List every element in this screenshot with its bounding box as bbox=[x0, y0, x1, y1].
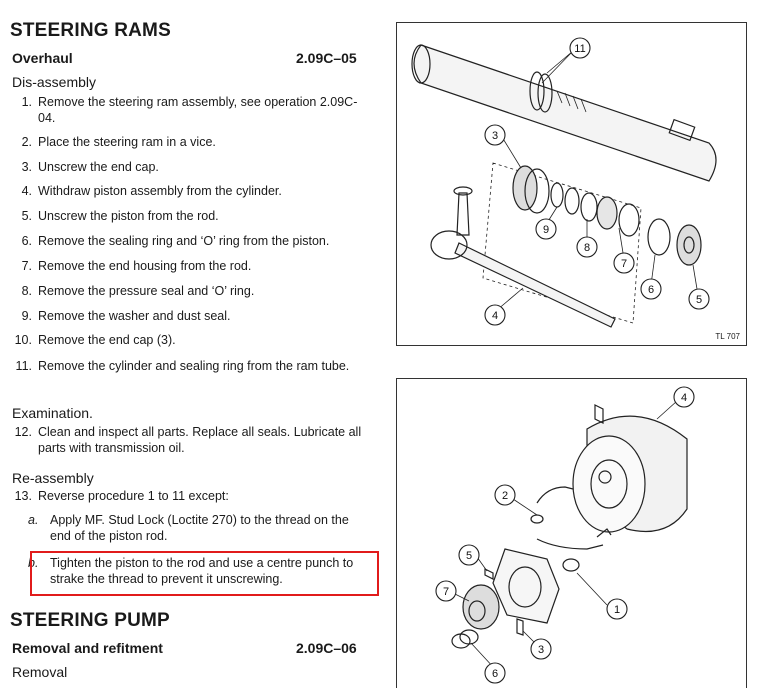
examination-heading: Examination. bbox=[12, 405, 93, 421]
figure-code: TL 707 bbox=[715, 332, 740, 341]
step-number: 12. bbox=[14, 425, 32, 439]
step-text: Remove the sealing ring and ‘O’ ring from the piston. bbox=[38, 234, 330, 248]
callout-bottom-2: 2 bbox=[501, 490, 509, 502]
callout-bottom-7: 7 bbox=[442, 586, 450, 598]
step-text: Withdraw piston assembly from the cylinder. bbox=[38, 184, 282, 198]
figure-steering-pump-exploded bbox=[396, 378, 747, 688]
step-text: Unscrew the piston from the rod. bbox=[38, 209, 219, 223]
removal-heading: Removal bbox=[12, 664, 68, 680]
step-text: Remove the pressure seal and ‘O’ ring. bbox=[38, 284, 255, 298]
callout-top-7: 7 bbox=[620, 258, 628, 270]
step-number: 1. bbox=[21, 95, 32, 109]
callout-bottom-4: 4 bbox=[680, 392, 688, 404]
callout-top-4: 4 bbox=[491, 310, 499, 322]
step-text: Remove the end housing from the rod. bbox=[38, 259, 252, 273]
steering-pump-title: STEERING PUMP bbox=[10, 610, 170, 631]
callout-bottom-1: 1 bbox=[613, 604, 621, 616]
step-number: b. bbox=[28, 556, 39, 570]
step-number: 3. bbox=[21, 160, 32, 174]
step-text: Tighten the piston to the rod and use a centre punch to strake the thread to prevent it unscrewing. bbox=[50, 556, 354, 586]
step-text: Unscrew the end cap. bbox=[38, 160, 159, 174]
callout-bottom-3: 3 bbox=[537, 644, 545, 656]
steering-rams-title: STEERING RAMS bbox=[10, 20, 171, 41]
callout-top-11: 11 bbox=[574, 43, 586, 55]
overhaul-heading: Overhaul bbox=[12, 50, 73, 66]
highlight-box bbox=[30, 551, 379, 596]
removal-refitment-code: 2.09C–06 bbox=[296, 640, 357, 656]
step-number: 10. bbox=[14, 333, 32, 347]
step-number: 11. bbox=[15, 359, 32, 373]
callout-top-9: 9 bbox=[542, 224, 550, 236]
step-number: 4. bbox=[21, 184, 32, 198]
procedure-step bbox=[10, 95, 370, 127]
procedure-step bbox=[10, 425, 370, 457]
reassembly-heading: Re-assembly bbox=[12, 470, 94, 486]
step-text: Place the steering ram in a vice. bbox=[38, 135, 216, 149]
step-number: 6. bbox=[21, 234, 32, 248]
step-number: 13. bbox=[14, 489, 32, 503]
figure-steering-ram-exploded bbox=[396, 22, 747, 346]
step-text: Remove the cylinder and sealing ring from the ram tube. bbox=[38, 359, 350, 373]
step-number: a. bbox=[28, 513, 39, 527]
removal-refitment-heading: Removal and refitment bbox=[12, 640, 163, 656]
reassembly-substep bbox=[10, 513, 370, 545]
step-text: Apply MF. Stud Lock (Loctite 270) to the thread on the end of the piston rod. bbox=[50, 513, 349, 543]
step-number: 2. bbox=[21, 135, 32, 149]
step-number: 9. bbox=[21, 309, 32, 323]
step-number: 7. bbox=[21, 259, 32, 273]
steering-ram-drawing bbox=[397, 23, 746, 345]
callout-top-5: 5 bbox=[695, 294, 703, 306]
step-text: Remove the end cap (3). bbox=[38, 333, 176, 347]
step-number: 5. bbox=[21, 209, 32, 223]
step-text: Remove the steering ram assembly, see operation 2.09C-04. bbox=[38, 95, 358, 125]
step-number: 8. bbox=[21, 284, 32, 298]
procedure-step bbox=[10, 359, 370, 391]
callout-top-3: 3 bbox=[491, 130, 499, 142]
step-text: Remove the washer and dust seal. bbox=[38, 309, 231, 323]
callout-bottom-6: 6 bbox=[491, 668, 499, 680]
disassembly-heading: Dis-assembly bbox=[12, 74, 97, 90]
overhaul-code: 2.09C–05 bbox=[296, 50, 357, 66]
callout-top-6: 6 bbox=[647, 284, 655, 296]
callout-top-8: 8 bbox=[583, 242, 591, 254]
step-text: Clean and inspect all parts. Replace all seals. Lubricate all parts with transmission oil. bbox=[38, 425, 362, 455]
step-text: Reverse procedure 1 to 11 except: bbox=[38, 489, 229, 503]
callout-bottom-5: 5 bbox=[465, 550, 473, 562]
steering-pump-drawing bbox=[397, 379, 746, 688]
